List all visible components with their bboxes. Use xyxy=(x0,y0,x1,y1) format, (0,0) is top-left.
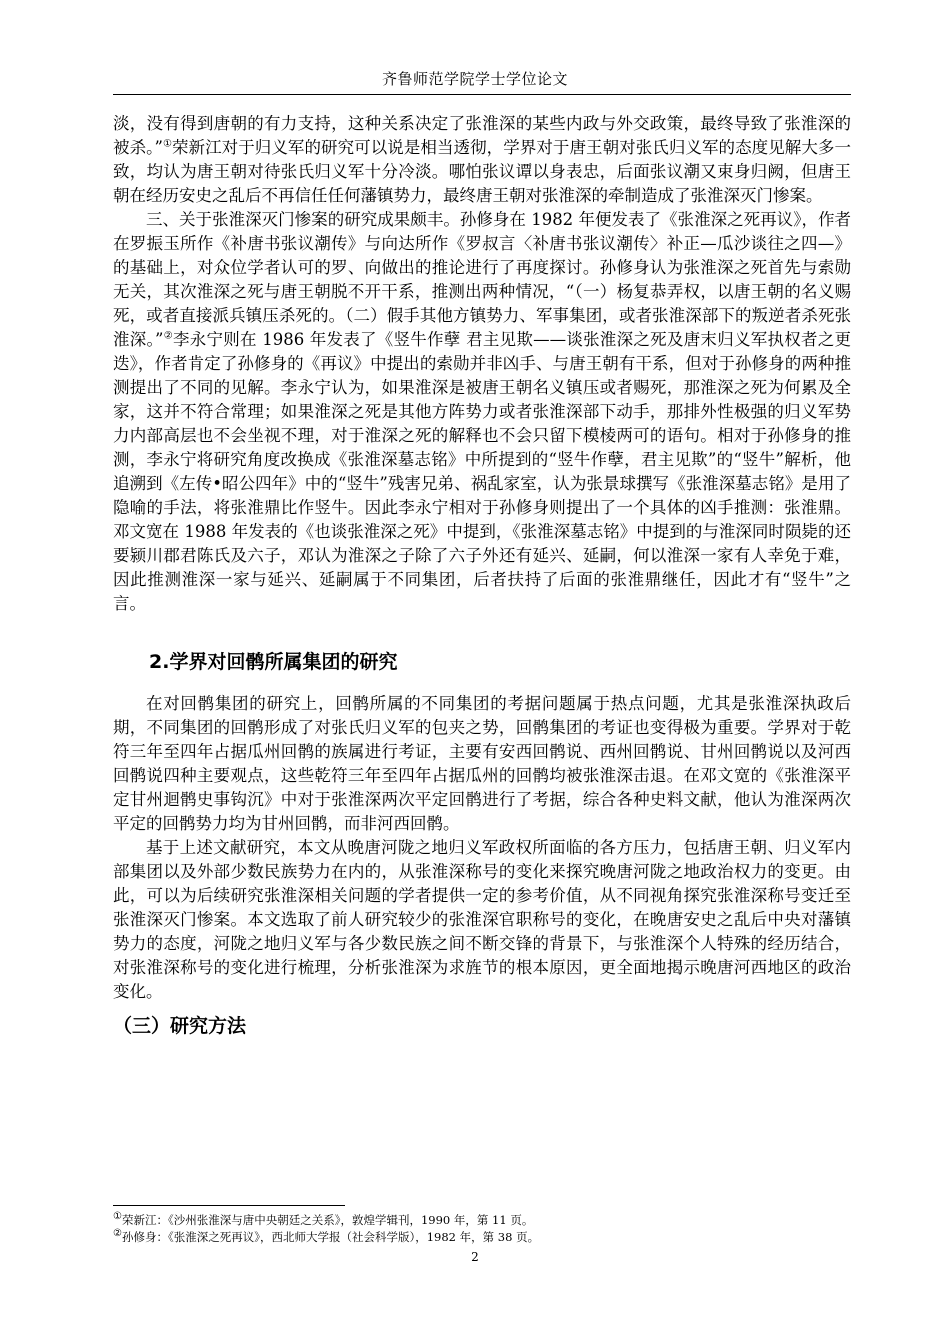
footnote-mark-1: ① xyxy=(113,1211,122,1223)
paragraph-2-text-a: 三、关于张淮深灭门惨案的研究成果颇丰。孙修身在 1982 年便发表了《张淮深之死再议》，作者在罗振玉所作《补唐书张议潮传》与向达所作《罗叔言〈补唐书张议潮传〉补正—瓜沙谈往之四—》的基础上，对众位学者认可的罗、向做出的推论进行了再度探讨。孙修身认为张淮深之死首先与索勋无关，其次淮深之死与唐王朝脱不开干系，推测出两种情况，“（一）杨复恭弄权，以唐王朝的名义赐死，或者直接派兵镇压杀死的。（二）假手其他方镇势力、军事集团，或者张淮深部下的叛逆者杀死张淮深。” xyxy=(113,210,851,349)
paragraph-1 xyxy=(113,112,851,208)
paragraph-4: 基于上述文献研究，本文从晚唐河陇之地归义军政权所面临的各方压力，包括唐王朝、归义军内部集团以及外部少数民族势力在内的，从张淮深称号的变化来探究晚唐河陇之地政治权力的变更。由此，可以为后续研究张淮深相关问题的学者提供一定的参考价值，从不同视角探究张淮深称号变迁至张淮深灭门惨案。本文选取了前人研究较少的张淮深官职称号的变化，在晚唐安史之乱后中央对藩镇势力的态度，河陇之地归义军与各少数民族之间不断交锋的背景下，与张淮深个人特殊的经历结合，对张淮深称号的变化进行梳理，分析张淮深为求旌节的根本原因，更全面地揭示晚唐河西地区的政治变化。 xyxy=(113,838,851,1001)
footnote-text-2: 孙修身：《张淮深之死再议》，西北师大学报（社会科学版），1982 年，第 38 页。 xyxy=(121,1230,540,1244)
footnote-1 xyxy=(113,1212,851,1229)
main-text xyxy=(113,112,851,1041)
header-rule xyxy=(113,94,851,95)
footnote-rule xyxy=(113,1205,345,1206)
footnote-2 xyxy=(113,1229,851,1246)
footnote-mark-2: ② xyxy=(113,1228,122,1240)
paragraph-2-text-b: 李永宁则在 1986 年发表了《竖牛作孽 君主见欺——谈张淮深之死及唐末归义军执权者之更迭》，作者肯定了孙修身的《再议》中提出的索勋并非凶手、与唐王朝有干系，但对于孙修身的两种推测提出了不同的见解。李永宁认为，如果淮深是被唐王朝名义镇压或者赐死，那淮深之死为何累及全家，这并不符合常理；如果淮深之死是其他方阵势力或者张淮深部下动手，那排外性极强的归义军势力内部高层也不会坐视不理，对于淮深之死的解释也不会只留下模棱两可的语句。相对于孙修身的推测，李永宁将研究角度改换成《张淮深墓志铭》中所提到的“竖牛作孽，君主见欺”的“竖牛”解析，他追溯到《左传•昭公四年》中的“竖牛”残害兄弟、祸乱家室，认为张景球撰写《张淮深墓志铭》是用了隐喻的手法，将张淮鼎比作竖牛。因此李永宁相对于孙修身则提出了一个具体的凶手推测：张淮鼎。邓文宽在 1988 年发表的《也谈张淮深之死》中提到，《张淮深墓志铭》中提到的与淮深同时陨毙的还要颍川郡君陈氏及六子，邓认为淮深之子除了六子外还有延兴、延嗣，何以淮深一家有人幸免于难，因此推测淮深一家与延兴、延嗣属于不同集团，后者扶持了后面的张淮鼎继任，因此才有“竖牛”之言。 xyxy=(113,330,851,613)
paragraph-3: 在对回鹘集团的研究上，回鹘所属的不同集团的考据问题属于热点问题，尤其是张淮深执政后期，不同集团的回鹘形成了对张氏归义军的包夹之势，回鹘集团的考证也变得极为重要。学界对于乾符三年至四年占据瓜州回鹘的族属进行考证，主要有安西回鹘说、西州回鹘说、甘州回鹘说以及河西回鹘说四种主要观点，这些乾符三年至四年占据瓜州的回鹘均被张淮深击退。在邓文宽的《张淮深平定甘州迴鹘史事钩沉》中对于张淮深两次平定回鹘进行了考据，综合各种史料文献，他认为淮深两次平定的回鹘势力均为甘州回鹘，而非河西回鹘。 xyxy=(113,694,851,833)
running-header: 齐鲁师范学院学士学位论文 xyxy=(381,70,568,88)
footnotes xyxy=(113,1212,851,1246)
section-heading: （三）研究方法 xyxy=(113,1015,247,1037)
subsection-heading: 2.学界对回鹘所属集团的研究 xyxy=(149,651,398,673)
paragraph-2 xyxy=(113,208,851,616)
footnote-ref-1[interactable]: ① xyxy=(162,138,172,150)
paragraph-1-text-b: 荣新江对于归义军的研究可以说是相当透彻，学界对于唐王朝对张氏归义军的态度见解大多一致，均认为唐王朝对待张氏归义军十分冷淡。哪怕张议谭以身表忠，后面张议潮又束身归阙，但唐王朝在经历安史之乱后不再信任任何藩镇势力，最终唐王朝对张淮深的牵制造成了张淮深灭门惨案。 xyxy=(113,138,851,205)
page-number: 2 xyxy=(471,1250,479,1264)
paragraph-1-text-a: 淡，没有得到唐朝的有力支持，这种关系决定了张淮深的某些内政与外交政策，最终导致了张淮深的被杀。” xyxy=(113,114,851,157)
footnote-text-1: 荣新江：《沙州张淮深与唐中央朝廷之关系》，敦煌学辑刊，1990 年，第 11 页。 xyxy=(121,1213,534,1227)
footnote-ref-2[interactable]: ② xyxy=(163,330,173,342)
